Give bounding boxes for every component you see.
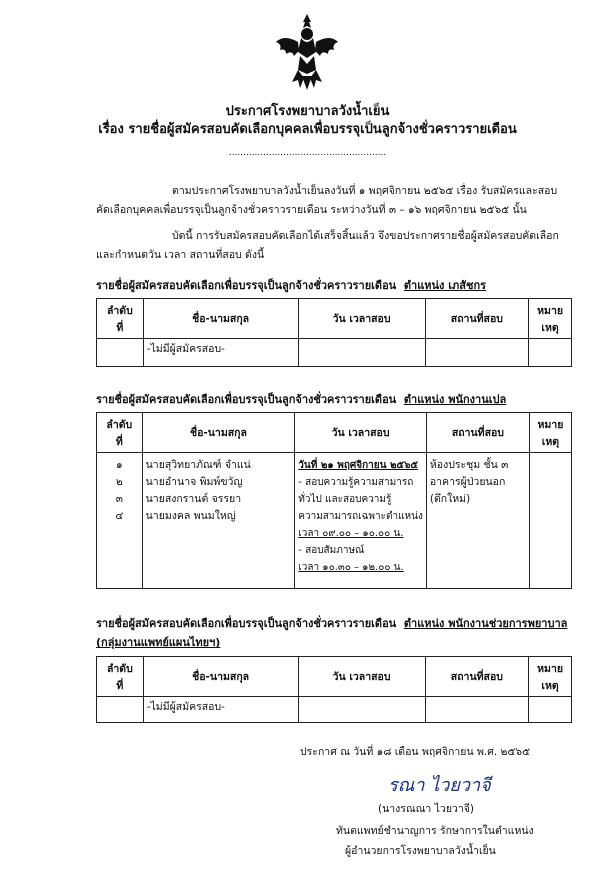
section-2-position: ตำแหน่ง พนักงานเปล: [403, 393, 507, 406]
announce-date: ประกาศ ณ วันที่ ๑๘ เดือน พฤศจิกายน พ.ศ. ๒๕๖๕: [300, 746, 531, 758]
col-header-note: หมาย เหตุ: [529, 299, 572, 339]
table-row: [97, 453, 572, 589]
exam-place: ห้องประชุม ชั้น ๓ อาคารผู้ป่วยนอก (ตึกใหม่): [426, 453, 529, 589]
col-header-name: ชื่อ-นามสกุล: [143, 657, 298, 697]
col-header-datetime: วัน เวลาสอบ: [295, 413, 427, 453]
intro-paragraph-2-line-2: และกำหนดวัน เวลา สถานที่สอบ ดังนี้: [96, 249, 265, 261]
table-row: [97, 339, 572, 367]
no-applicant-text: -ไม่มีผู้สมัครสอบ-: [143, 697, 298, 723]
announcement-title: ประกาศโรงพยาบาลวังน้ำเย็น: [225, 104, 390, 119]
signature: รณา ไวยวาจี: [388, 775, 491, 796]
exam-schedule: วันที่ ๒๑ พฤศจิกายน ๒๕๖๕ - สอบความรู้ความสามารถ ทั่วไป และสอบความรู้ ความสามารถเฉพาะตำแหน่ง เวลา ๐๙.๐๐ – ๑๐.๐๐ น. - สอบสัมภาษณ์ เวลา ๑๐.๓๐ – ๑๒.๐๐ น.: [295, 453, 427, 589]
intro-paragraph-1-line-1: ตามประกาศโรงพยาบาลวังน้ำเย็นลงวันที่ ๑ พฤศจิกายน ๒๕๖๕ เรื่อง รับสมัครและสอบ: [172, 185, 558, 197]
signer-title-1: ทันตแพทย์ชำนาญการ รักษาการในตำแหน่ง: [336, 825, 534, 837]
intro-paragraph-1-line-2: คัดเลือกบุคคลเพื่อบรรจุเป็นลูกจ้างชั่วคราวรายเดือน ระหว่างวันที่ ๓ – ๑๖ พฤศจิกายน ๒๕๖๕ นั้น: [96, 204, 527, 216]
section-1-table: [96, 298, 572, 367]
col-header-datetime: วัน เวลาสอบ: [298, 299, 425, 339]
section-2-table: [96, 412, 572, 589]
signer-title-2: ผู้อำนวยการโรงพยาบาลวังน้ำเย็น: [345, 845, 496, 857]
garuda-emblem: [272, 12, 342, 92]
col-header-note: หมาย เหตุ: [529, 413, 571, 453]
col-header-datetime: วัน เวลาสอบ: [298, 657, 425, 697]
intro-paragraph-2-line-1: บัดนี้ การรับสมัครสอบคัดเลือกได้เสร็จสิ้นแล้ว จึงขอประกาศรายชื่อผู้สมัครสอบคัดเลือก: [172, 230, 559, 242]
section-3-position: ตำแหน่ง พนักงานช่วยการพยาบาล: [403, 617, 568, 630]
row-numbers: ๑ ๒ ๓ ๔: [97, 453, 143, 589]
section-3-heading: รายชื่อผู้สมัครสอบคัดเลือกเพื่อบรรจุเป็นลูกจ้างชั่วคราวรายเดือน ตำแหน่ง พนักงานช่วยการพยาบาล: [96, 617, 568, 630]
signer-name: (นางรณณา ไวยวาจี): [378, 803, 475, 815]
section-3-table: [96, 656, 572, 723]
section-3-group: (กลุ่มงานแพทย์แผนไทยฯ): [96, 636, 221, 649]
col-header-no: ลำดับ ที่: [97, 299, 144, 339]
col-header-no: ลำดับ ที่: [97, 657, 144, 697]
col-header-place: สถานที่สอบ: [426, 413, 529, 453]
col-header-name: ชื่อ-นามสกุล: [143, 299, 298, 339]
col-header-place: สถานที่สอบ: [425, 657, 529, 697]
applicant-names: นายสุวิทยาภัณฑ์ จำแน่ นายอำนาจ พิมพ์ขวัญ นายสงกรานต์ จรรยา นายมงคล พนมใหญ่: [142, 453, 295, 589]
section-1-position: ตำแหน่ง เภสัชกร: [403, 279, 487, 292]
section-2-heading: รายชื่อผู้สมัครสอบคัดเลือกเพื่อบรรจุเป็นลูกจ้างชั่วคราวรายเดือน ตำแหน่ง พนักงานเปล: [96, 393, 507, 406]
col-header-no: ลำดับ ที่: [97, 413, 143, 453]
no-applicant-text: -ไม่มีผู้สมัครสอบ-: [143, 339, 298, 367]
col-header-note: หมาย เหตุ: [529, 657, 572, 697]
section-1-heading: รายชื่อผู้สมัครสอบคัดเลือกเพื่อบรรจุเป็นลูกจ้างชั่วคราวรายเดือน ตำแหน่ง เภสัชกร: [96, 279, 487, 292]
dotted-divider: .......................................................: [228, 148, 387, 158]
table-row: [97, 697, 572, 723]
col-header-name: ชื่อ-นามสกุล: [142, 413, 295, 453]
announcement-subject: เรื่อง รายชื่อผู้สมัครสอบคัดเลือกบุคคลเพื่อบรรจุเป็นลูกจ้างชั่วคราวรายเดือน: [98, 122, 517, 137]
col-header-place: สถานที่สอบ: [425, 299, 529, 339]
